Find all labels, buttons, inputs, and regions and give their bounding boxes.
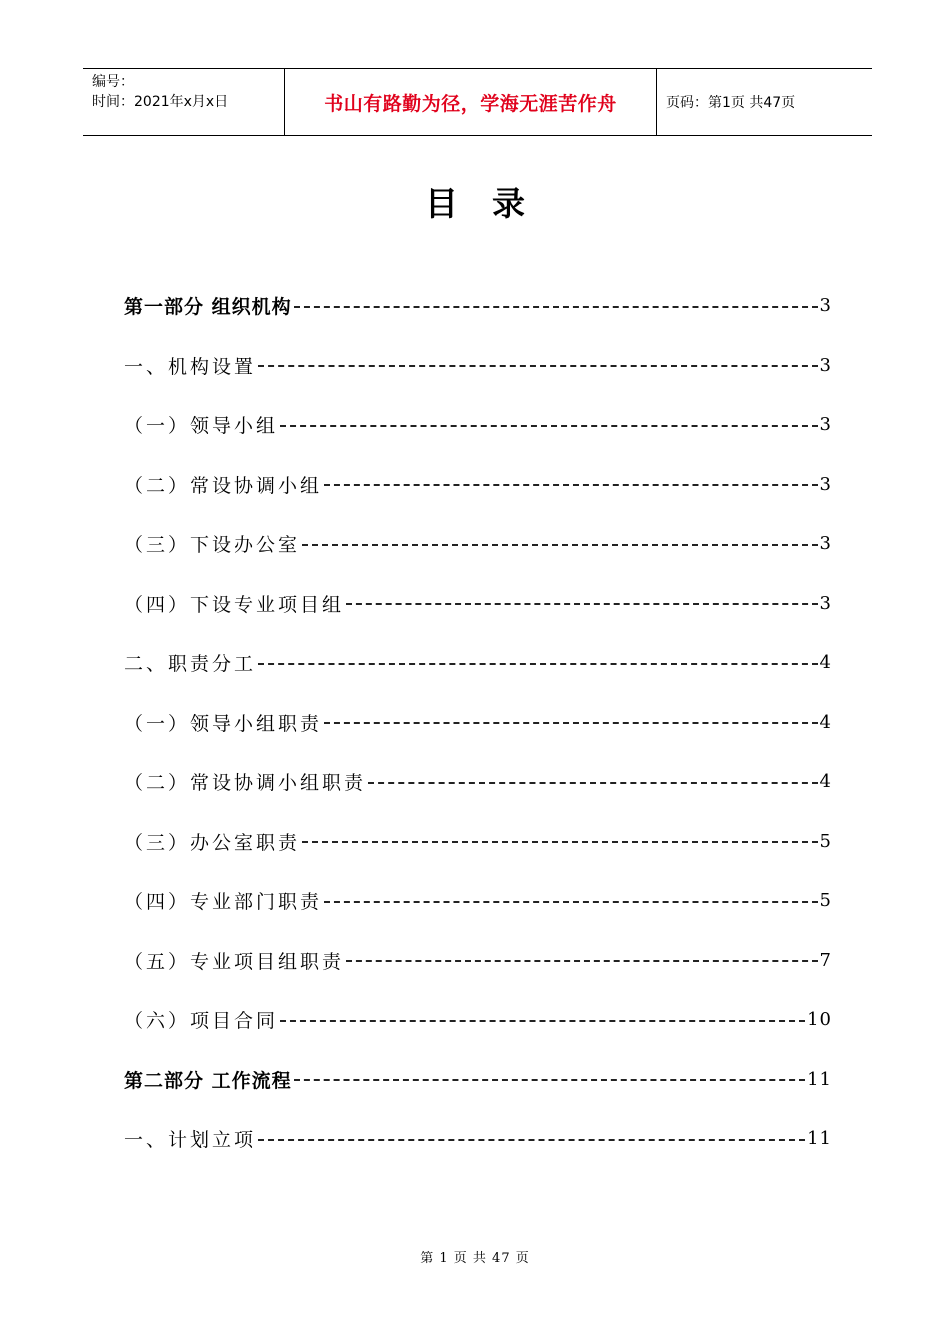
toc-entry-page: 3 [819, 592, 832, 614]
toc-entry-page: 3 [819, 354, 832, 376]
toc-entry-label: （二）常设协调小组 [124, 474, 323, 497]
page-title: 目录 [425, 184, 559, 223]
toc-entry-page: 3 [819, 533, 832, 555]
toc-entry-page: 3 [819, 473, 832, 495]
toc-entry[interactable] [124, 514, 832, 574]
toc-leader-line [324, 722, 818, 724]
toc-entry[interactable] [124, 931, 832, 991]
toc-leader-line [368, 782, 818, 784]
toc-entry[interactable] [124, 336, 832, 396]
toc-entry[interactable] [124, 990, 832, 1050]
header-meta [83, 69, 285, 135]
page-header [83, 68, 872, 136]
toc-entry[interactable] [124, 1109, 832, 1169]
toc-leader-line [280, 1020, 805, 1022]
toc-leader-line [294, 1079, 805, 1081]
document-number: 编号： [92, 74, 134, 90]
toc-leader-line [258, 365, 818, 367]
toc-leader-line [324, 484, 818, 486]
toc-leader-line [258, 663, 818, 665]
toc-leader-line [258, 1139, 805, 1141]
table-of-contents [124, 276, 832, 1169]
header-motto: 书山有路勤为径，学海无涯苦作舟 [324, 92, 617, 115]
toc-entry[interactable] [124, 574, 832, 634]
toc-leader-line [302, 841, 818, 843]
toc-entry[interactable] [124, 395, 832, 455]
toc-entry-label: （三）下设办公室 [124, 534, 301, 557]
toc-entry-page: 4 [819, 771, 832, 793]
toc-entry[interactable] [124, 276, 832, 336]
toc-entry-page: 3 [819, 414, 832, 436]
toc-entry-page: 5 [819, 830, 832, 852]
toc-entry-page: 3 [819, 295, 832, 317]
toc-entry-label: 一、计划立项 [124, 1129, 257, 1152]
toc-entry[interactable] [124, 871, 832, 931]
toc-entry-label: （五）专业项目组职责 [124, 950, 345, 973]
toc-leader-line [294, 306, 818, 308]
document-date: 时间：2021年x月x日 [92, 94, 229, 110]
toc-leader-line [280, 425, 818, 427]
toc-entry-label: （三）办公室职责 [124, 831, 301, 854]
toc-entry-label: （六）项目合同 [124, 1010, 279, 1033]
toc-entry-label: 第二部分 工作流程 [124, 1069, 292, 1092]
page-footer: 第 1 页 共 47 页 [420, 1251, 530, 1266]
header-page-info: 页码：第1页 共47页 [666, 95, 796, 111]
toc-entry-label: 一、机构设置 [124, 355, 257, 378]
toc-entry-label: （四）专业部门职责 [124, 891, 323, 914]
toc-entry-label: （四）下设专业项目组 [124, 593, 345, 616]
toc-entry-page: 4 [819, 711, 832, 733]
header-motto-cell [285, 69, 657, 135]
toc-entry-page: 7 [819, 949, 832, 971]
toc-entry-page: 10 [807, 1009, 832, 1031]
toc-entry-label: （二）常设协调小组职责 [124, 772, 367, 795]
toc-entry[interactable] [124, 693, 832, 753]
toc-entry-label: （一）领导小组 [124, 415, 279, 438]
toc-entry-page: 4 [819, 652, 832, 674]
toc-entry-label: 二、职责分工 [124, 653, 257, 676]
toc-entry-label: 第一部分 组织机构 [124, 296, 292, 319]
toc-entry[interactable] [124, 1050, 832, 1110]
toc-entry-page: 11 [807, 1128, 832, 1150]
toc-entry[interactable] [124, 455, 832, 515]
toc-leader-line [346, 603, 818, 605]
toc-entry-page: 11 [807, 1068, 832, 1090]
toc-entry-page: 5 [819, 890, 832, 912]
toc-entry[interactable] [124, 752, 832, 812]
toc-entry-label: （一）领导小组职责 [124, 712, 323, 735]
toc-leader-line [302, 544, 818, 546]
toc-entry[interactable] [124, 812, 832, 872]
toc-leader-line [346, 960, 818, 962]
toc-leader-line [324, 901, 818, 903]
toc-entry[interactable] [124, 633, 832, 693]
